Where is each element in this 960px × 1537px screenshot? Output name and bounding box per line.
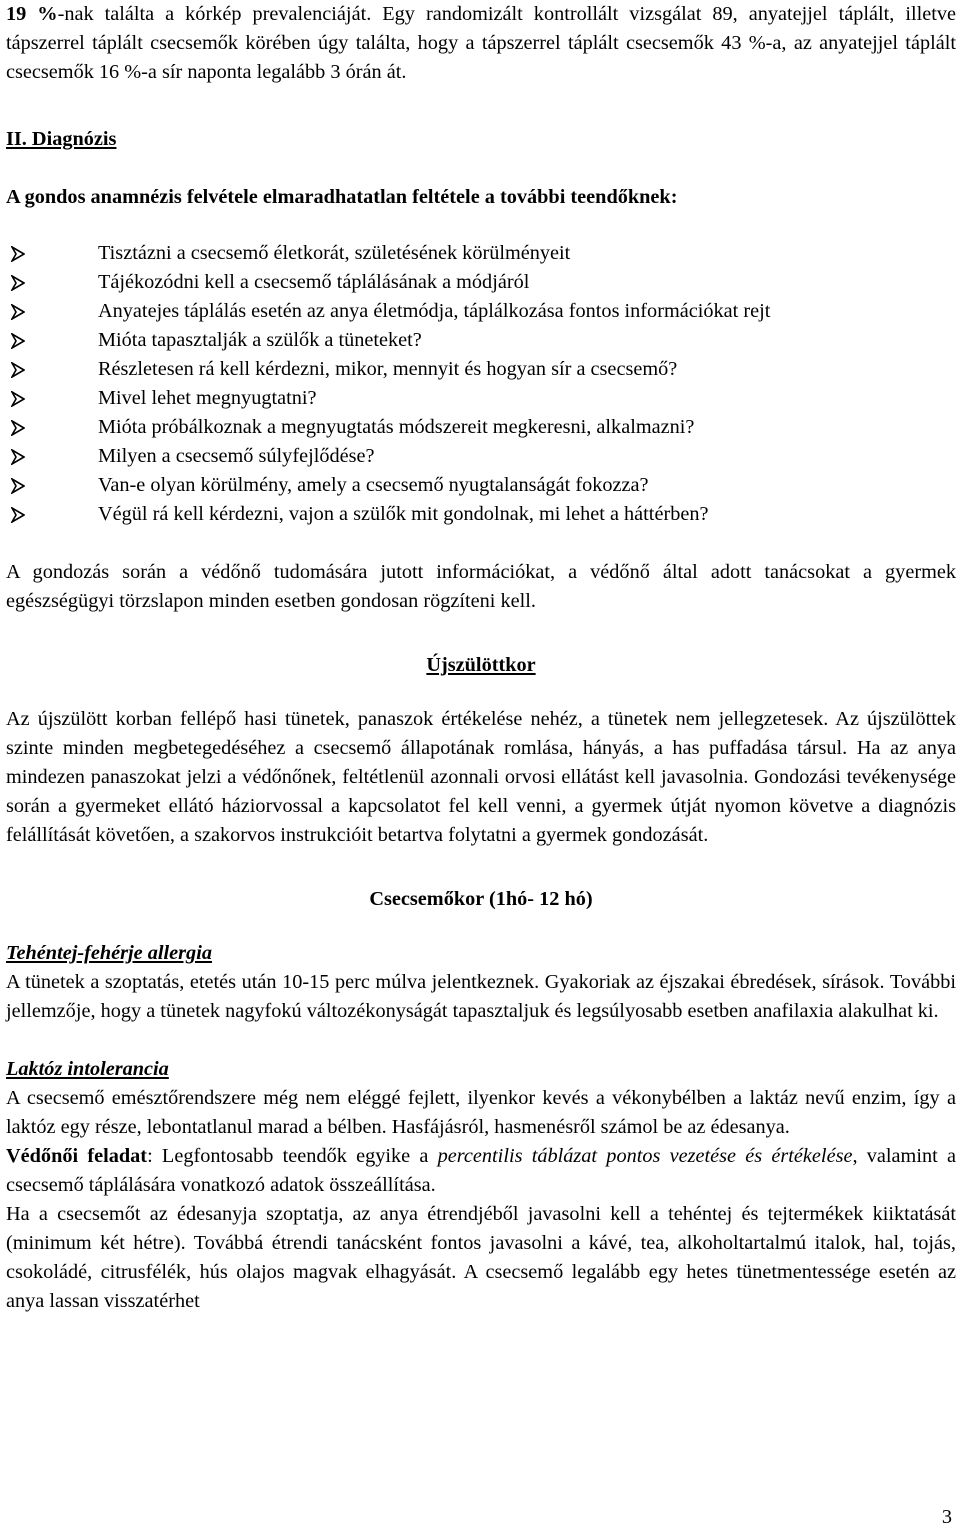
diagnosis-bullet-text: Mióta próbálkoznak a megnyugtatás módszereit megkeresni, alkalmazni? bbox=[98, 416, 695, 438]
diagnosis-lead: A gondos anamnézis felvétele elmaradhatatlan feltétele a további teendőknek: bbox=[6, 186, 678, 208]
diagnosis-bullet-item bbox=[6, 442, 956, 471]
nurse-task-label: Védőnői feladat bbox=[6, 1145, 148, 1167]
diagnosis-bullet-text: Mióta tapasztalják a szülők a tüneteket? bbox=[98, 329, 422, 351]
section-title-infancy: Csecsemőkor (1hó- 12 hó) bbox=[369, 888, 593, 910]
lactose-paragraph: A csecsemő emésztőrendszere még nem eléggé fejlett, ilyenkor kevés a vékonybélben a laktáz nevű enzim, így a laktóz egy része, lebontatlanul marad a bélben. Hasfájásról, hasmenésről számol be az édesanya. bbox=[6, 1087, 956, 1138]
arrow-bullet-icon bbox=[11, 420, 25, 436]
arrow-bullet-icon bbox=[11, 391, 25, 407]
diagnosis-bullet-item bbox=[6, 471, 956, 500]
diet-paragraph: Ha a csecsemőt az édesanyja szoptatja, az anya étrendjéből javasolni kell a tehéntej és tejtermékek kiiktatását (minimum két hétre). Továbbá étrendi tanácsként fontos javasolni a kávé, tea, alkoholtartalmú italok, hal, tojás, csokoládé, citrusfélék, hús olajos magvak elhagyását. A csecsemő legalább egy hetes tünetmentessége esetén az anya lassan visszatérhet bbox=[6, 1203, 956, 1312]
arrow-bullet-icon bbox=[11, 449, 25, 465]
diagnosis-bullet-item bbox=[6, 239, 956, 268]
diagnosis-bullet-item bbox=[6, 413, 956, 442]
diagnosis-bullet-text: Tisztázni a csecsemő életkorát, születésének körülményeit bbox=[98, 242, 571, 264]
diagnosis-bullet-item bbox=[6, 297, 956, 326]
nurse-task-post: , valamint a csecsemő táplálására vonatkozó adatok összeállítása. bbox=[6, 1145, 956, 1196]
intro-text: -nak találta a kórkép prevalenciáját. Egy randomizált kontrollált vizsgálat 89, anyatejjel táplált, illetve tápszerrel táplált csecsemők körében úgy találta, hogy a tápszerrel táplált csecsemők 43 %-a, az anyatejjel táplált csecsemők 16 %-a sír naponta legalább 3 órán át. bbox=[6, 3, 957, 83]
intro-bold-percent: 19 % bbox=[6, 3, 58, 25]
diagnosis-bullet-item bbox=[6, 384, 956, 413]
diagnosis-bullet-item bbox=[6, 268, 956, 297]
intro-paragraph bbox=[6, 0, 956, 87]
nurse-task-pre: : Legfontosabb teendők egyike a bbox=[147, 1145, 438, 1167]
arrow-bullet-icon bbox=[11, 507, 25, 523]
arrow-bullet-icon bbox=[11, 304, 25, 320]
document-page bbox=[6, 0, 956, 1316]
section-title-newborn: Újszülöttkor bbox=[426, 654, 536, 676]
diagnosis-bullet-item bbox=[6, 355, 956, 384]
diagnosis-bullet-text: Végül rá kell kérdezni, vajon a szülők mit gondolnak, mi lehet a háttérben? bbox=[98, 503, 709, 525]
diagnosis-bullet-list bbox=[6, 239, 956, 529]
diagnosis-bullet-item bbox=[6, 326, 956, 355]
diagnosis-bullet-text: Mivel lehet megnyugtatni? bbox=[98, 387, 317, 409]
arrow-bullet-icon bbox=[11, 246, 25, 262]
allergy-paragraph: A tünetek a szoptatás, etetés után 10-15 perc múlva jelentkeznek. Gyakoriak az éjszakai ébredések, sírások. További jellemzője, hogy a tünetek nagyfokú változékonyságát tapasztaljuk és legsúlyosabb esetben anafilaxia alakulhat ki. bbox=[6, 971, 956, 1022]
nurse-task-paragraph bbox=[6, 1142, 956, 1200]
diagnosis-bullet-text: Tájékozódni kell a csecsemő táplálásának a módjáról bbox=[98, 271, 530, 293]
diagnosis-bullet-item bbox=[6, 500, 956, 529]
subheading-cow-milk-allergy: Tehéntej-fehérje allergia bbox=[6, 942, 212, 964]
diagnosis-bullet-text: Anyatejes táplálás esetén az anya életmódja, táplálkozása fontos információkat rejt bbox=[98, 300, 771, 322]
diagnosis-bullet-text: Van-e olyan körülmény, amely a csecsemő nyugtalanságát fokozza? bbox=[98, 474, 649, 496]
arrow-bullet-icon bbox=[11, 333, 25, 349]
page-number: 3 bbox=[941, 1506, 952, 1528]
subheading-lactose-intolerance: Laktóz intolerancia bbox=[6, 1058, 169, 1080]
arrow-bullet-icon bbox=[11, 478, 25, 494]
nurse-task-italic: percentilis táblázat pontos vezetése és értékelése bbox=[437, 1145, 853, 1167]
section-heading-diagnosis: II. Diagnózis bbox=[6, 128, 117, 150]
diagnosis-bullet-text: Részletesen rá kell kérdezni, mikor, mennyit és hogyan sír a csecsemő? bbox=[98, 358, 678, 380]
diagnosis-closing-paragraph: A gondozás során a védőnő tudomására jutott információkat, a védőnő által adott tanácsokat a gyermek egészségügyi törzslapon minden esetben gondosan rögzíteni kell. bbox=[6, 561, 956, 612]
arrow-bullet-icon bbox=[11, 275, 25, 291]
newborn-paragraph: Az újszülött korban fellépő hasi tünetek, panaszok értékelése nehéz, a tünetek nem jellegzetesek. Az újszülöttek szinte minden megbetegedéséhez a csecsemő állapotának romlása, hányás, a has puffadása társul. Ha az anya mindezen panaszokat jelzi a védőnőnek, feltétlenül azonnali orvosi ellátást kell javasolnia. Gondozási tevékenysége során a gyermeket ellátó háziorvossal a kapcsolatot fel kell venni, a gyermek útját nyomon követve a diagnózis felállítását követően, a szakorvos instrukcióit betartva folytatni a gyermek gondozását. bbox=[6, 708, 956, 846]
arrow-bullet-icon bbox=[11, 362, 25, 378]
diagnosis-bullet-text: Milyen a csecsemő súlyfejlődése? bbox=[98, 445, 375, 467]
